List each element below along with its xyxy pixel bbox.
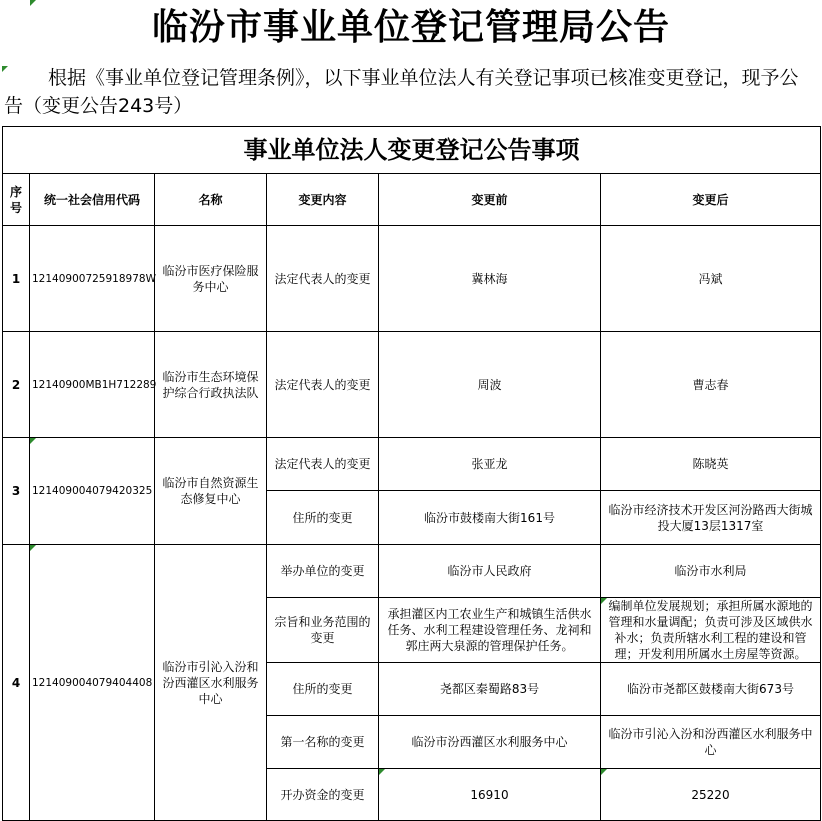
cell-marker <box>379 769 385 775</box>
row-number: 1 <box>3 226 30 332</box>
value-after: 冯斌 <box>601 226 821 332</box>
intro-paragraph: 根据《事业单位登记管理条例》，以下事业单位法人有关登记事项已核准变更登记，现予公告（变更公告243号） <box>4 67 799 117</box>
change-item: 住所的变更 <box>267 663 379 716</box>
change-item: 开办资金的变更 <box>267 769 379 821</box>
credit-code <box>30 438 155 545</box>
table-caption: 事业单位法人变更登记公告事项 <box>3 127 821 174</box>
row-number: 4 <box>3 545 30 821</box>
value-after-text: 编制单位发展规划；承担所属水源地的管理和水量调配；负责可涉及区域供水补水；负责所辖水利工程的建设和管理；开发利用所属水土房屋等资源。 <box>608 599 813 661</box>
header-code: 统一社会信用代码 <box>30 174 155 226</box>
credit-code-text: 121409004079420325 <box>32 485 153 497</box>
cell-marker <box>30 545 36 551</box>
value-after: 临汾市引沁入汾和汾西灌区水利服务中心 <box>601 716 821 769</box>
table-row <box>3 226 821 332</box>
unit-name: 临汾市自然资源生态修复中心 <box>155 438 267 545</box>
value-before-text: 16910 <box>470 787 509 802</box>
change-item: 住所的变更 <box>267 491 379 545</box>
value-after-text: 25220 <box>691 787 730 802</box>
cell-marker <box>601 598 607 604</box>
value-before: 张亚龙 <box>379 438 601 491</box>
value-before: 冀林海 <box>379 226 601 332</box>
header-no: 序号 <box>3 174 30 226</box>
unit-name: 临汾市生态环境保护综合行政执法队 <box>155 332 267 438</box>
header-change-item: 变更内容 <box>267 174 379 226</box>
value-after <box>601 769 821 821</box>
cell-marker <box>30 438 36 444</box>
change-item: 法定代表人的变更 <box>267 438 379 491</box>
value-before: 承担灌区内工农业生产和城镇生活供水任务、水利工程建设管理任务、龙祠和郭庄两大泉源的管理保护任务。 <box>379 598 601 663</box>
row-number: 2 <box>3 332 30 438</box>
change-item: 法定代表人的变更 <box>267 332 379 438</box>
value-after: 陈晓英 <box>601 438 821 491</box>
credit-code: 12140900725918978W <box>30 226 155 332</box>
header-before: 变更前 <box>379 174 601 226</box>
credit-code-text: 121409004079404408 <box>32 676 153 689</box>
value-before: 尧都区秦蜀路83号 <box>379 663 601 716</box>
announcement-table <box>2 126 821 821</box>
unit-name: 临汾市引沁入汾和汾西灌区水利服务中心 <box>155 545 267 821</box>
page-title: 临汾市事业单位登记管理局公告 <box>151 6 670 48</box>
credit-code: 12140900MB1H712289 <box>30 332 155 438</box>
value-before <box>379 769 601 821</box>
table-row <box>3 332 821 438</box>
credit-code <box>30 545 155 821</box>
row-number: 3 <box>3 438 30 545</box>
value-after <box>601 598 821 663</box>
change-item: 宗旨和业务范围的变更 <box>267 598 379 663</box>
change-item: 第一名称的变更 <box>267 716 379 769</box>
change-item: 法定代表人的变更 <box>267 226 379 332</box>
value-after: 临汾市水利局 <box>601 545 821 598</box>
value-before: 周波 <box>379 332 601 438</box>
cell-marker <box>601 769 607 775</box>
table-row <box>3 438 821 491</box>
value-after: 临汾市尧都区鼓楼南大街673号 <box>601 663 821 716</box>
unit-name: 临汾市医疗保险服务中心 <box>155 226 267 332</box>
table-row <box>3 545 821 598</box>
header-row <box>3 174 821 226</box>
value-after: 曹志春 <box>601 332 821 438</box>
value-before: 临汾市汾西灌区水利服务中心 <box>379 716 601 769</box>
value-after: 临汾市经济技术开发区河汾路西大街城投大厦13层1317室 <box>601 491 821 545</box>
value-before: 临汾市人民政府 <box>379 545 601 598</box>
header-after: 变更后 <box>601 174 821 226</box>
change-item: 举办单位的变更 <box>267 545 379 598</box>
value-before: 临汾市鼓楼南大街161号 <box>379 491 601 545</box>
header-name: 名称 <box>155 174 267 226</box>
